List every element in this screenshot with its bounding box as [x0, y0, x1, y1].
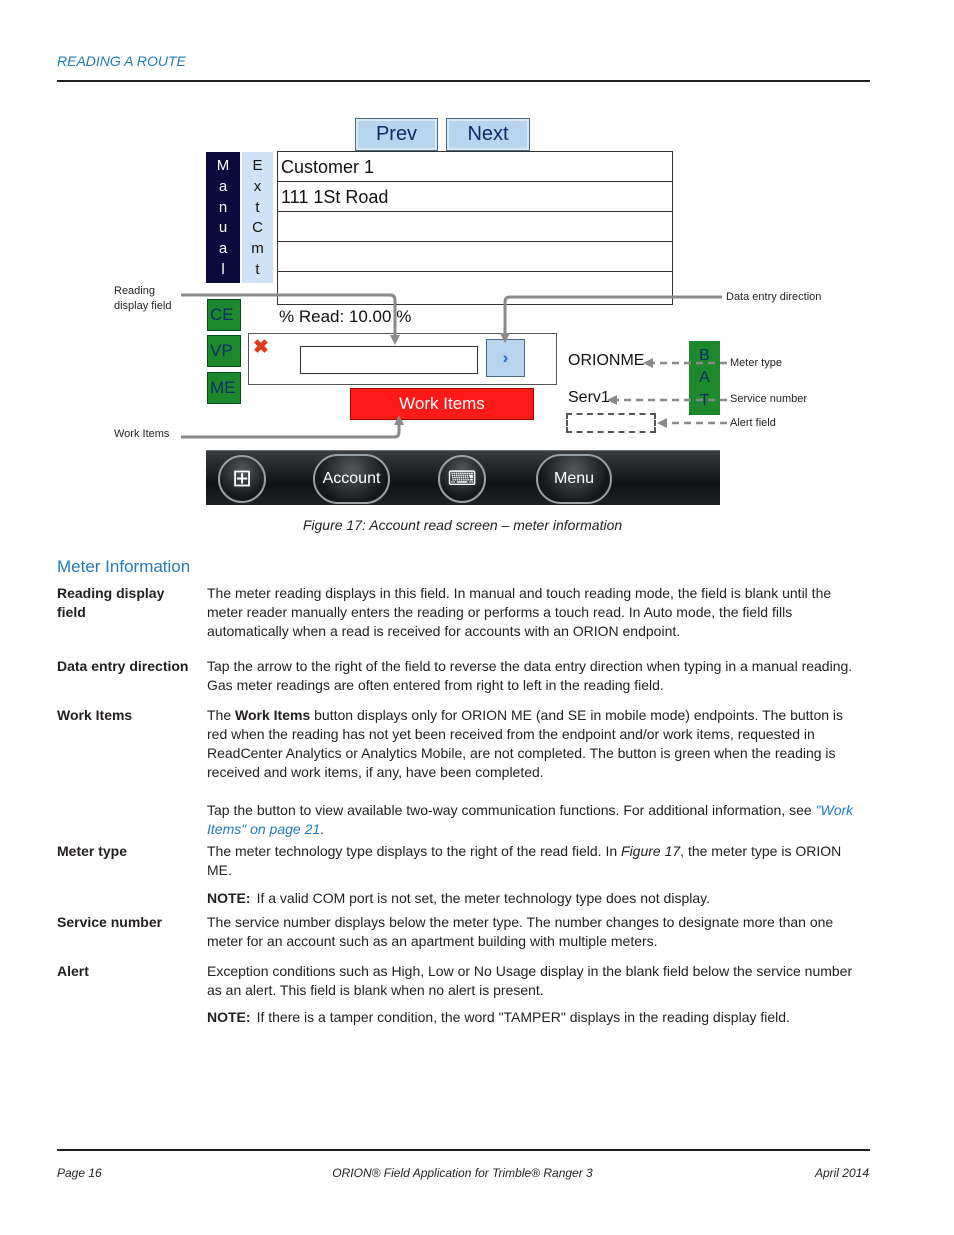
- menu-button[interactable]: Menu: [536, 454, 612, 504]
- extcmt-letter: t: [255, 198, 260, 216]
- footer-rule: [57, 1149, 870, 1151]
- keyboard-icon[interactable]: ⌨: [438, 455, 486, 503]
- callout-alert-field: Alert field: [730, 417, 776, 429]
- term-label: Data entry direction: [57, 658, 189, 674]
- running-head: READING A ROUTE: [57, 53, 186, 69]
- bat-letter: T: [699, 391, 710, 409]
- callout-reading-display-line1: Reading: [114, 285, 155, 297]
- meter-type-note: [207, 889, 857, 908]
- desc-text: , the meter type is ORION ME.: [207, 843, 842, 878]
- service-number-value: Serv1: [568, 389, 610, 406]
- callout-meter-type: Meter type: [730, 357, 782, 369]
- bat-letter: B: [699, 346, 710, 364]
- work-items-button[interactable]: Work Items: [350, 388, 534, 420]
- note-text: If there is a tamper condition, the word "TAMPER" displays in the reading display field.: [256, 1009, 790, 1025]
- manual-letter: l: [221, 261, 225, 279]
- alert-para: Exception conditions such as High, Low or No Usage display in the blank field below the service number as an alert. This field is blank when no alert is present.: [207, 963, 853, 998]
- work-items-callout-line: [181, 420, 399, 437]
- note-text: If a valid COM port is not set, the meter technology type does not display.: [256, 890, 710, 906]
- desc-text: The: [207, 707, 236, 723]
- term-description: [207, 706, 857, 839]
- desc-italic: Figure 17: [621, 843, 681, 859]
- customer-address: 111 1St Road: [278, 182, 672, 212]
- meter-type-value: ORIONME: [568, 352, 645, 369]
- callout-data-entry-direction: Data entry direction: [726, 291, 822, 303]
- ce-button[interactable]: CE: [207, 299, 241, 331]
- term-description: The service number displays below the meter type. The number changes to designate more than one meter for an account such as an apartment building with multiple meters.: [207, 914, 834, 949]
- desc-text: .: [320, 821, 325, 837]
- account-read-screen-figure: [0, 0, 954, 540]
- cancel-x-icon[interactable]: ✖: [253, 337, 269, 358]
- data-entry-direction-button[interactable]: ›: [486, 339, 525, 377]
- windows-start-icon[interactable]: ⊞: [218, 455, 266, 503]
- note-label: NOTE:: [207, 890, 251, 906]
- manual-letter: a: [218, 177, 228, 195]
- footer-page-number: Page 16: [57, 1166, 102, 1180]
- vp-button[interactable]: VP: [207, 335, 241, 367]
- extcmt-letter: t: [255, 261, 260, 279]
- account-button[interactable]: Account: [313, 454, 390, 504]
- extcmt-letter: E: [252, 156, 263, 174]
- footer-doc-title: ORION® Field Application for Trimble® Ranger 3: [332, 1166, 593, 1180]
- work-items-para-2: [207, 801, 857, 839]
- extcmt-letter: m: [251, 240, 264, 258]
- work-items-link[interactable]: "Work Items" on page 21: [207, 802, 854, 837]
- desc-text: The meter technology type displays to the right of the read field. In: [207, 843, 622, 859]
- term-label: Service number: [57, 914, 163, 930]
- figure-caption: Figure 17: Account read screen – meter information: [302, 517, 623, 533]
- callout-lines: [0, 0, 954, 540]
- bat-letter: A: [699, 369, 710, 386]
- term-label: Work Items: [57, 707, 133, 723]
- desc-text: button displays only for ORION ME (and SE in mobile mode) endpoints. The button is red when the reading has not yet been received from the endpoint and/or work items, requested in ReadCenter Analytics or Analytics Mobile, are not completed. The button is green when the reading is received and work items, if any, have been completed.: [207, 707, 844, 780]
- callout-work-items: Work Items: [114, 428, 170, 440]
- meter-type-para: [207, 842, 857, 880]
- prev-button[interactable]: Prev: [355, 118, 438, 151]
- alert-note: [207, 1008, 857, 1027]
- term-description: [207, 962, 857, 1027]
- manual-letter: M: [216, 156, 230, 174]
- manual-letter: u: [218, 219, 228, 237]
- callout-reading-display-line2: display field: [114, 300, 172, 312]
- data-entry-direction-callout-line: [505, 297, 722, 338]
- me-button[interactable]: ME: [207, 372, 241, 404]
- extcmt-letter: x: [253, 177, 262, 195]
- term-label: Alert: [57, 963, 89, 979]
- desc-text: Tap the button to view available two-way communication functions. For additional information, see: [207, 802, 816, 818]
- footer-date: April 2014: [814, 1166, 869, 1180]
- next-button[interactable]: Next: [446, 118, 530, 151]
- callout-service-number: Service number: [730, 393, 808, 405]
- work-items-para-1: [207, 706, 857, 782]
- customer-name: Customer 1: [278, 152, 672, 182]
- percent-read-label: % Read: 10.00 %: [279, 307, 412, 326]
- reading-display-callout-line: [181, 295, 395, 340]
- manual-letter: a: [218, 240, 228, 258]
- section-title: Meter Information: [57, 557, 191, 576]
- desc-bold: Work Items: [235, 707, 311, 723]
- term-description: [207, 842, 857, 908]
- term-description: The meter reading displays in this field. In manual and touch reading mode, the field is blank until the meter reader manually enters the reading or performs a touch read. In Auto mode, the field fills automatically when a read is received for accounts with an ORION endpoint.: [207, 585, 832, 639]
- callout-reading-display: [114, 284, 171, 314]
- manual-letter: n: [218, 198, 228, 216]
- extcmt-letter: C: [252, 219, 263, 237]
- term-label: Meter type: [57, 843, 128, 859]
- note-label: NOTE:: [207, 1009, 251, 1025]
- term-description: Tap the arrow to the right of the field to reverse the data entry direction when typing in a manual reading. Gas meter readings are often entered from right to left in the reading field.: [207, 658, 853, 693]
- term-label: Reading display field: [57, 585, 165, 620]
